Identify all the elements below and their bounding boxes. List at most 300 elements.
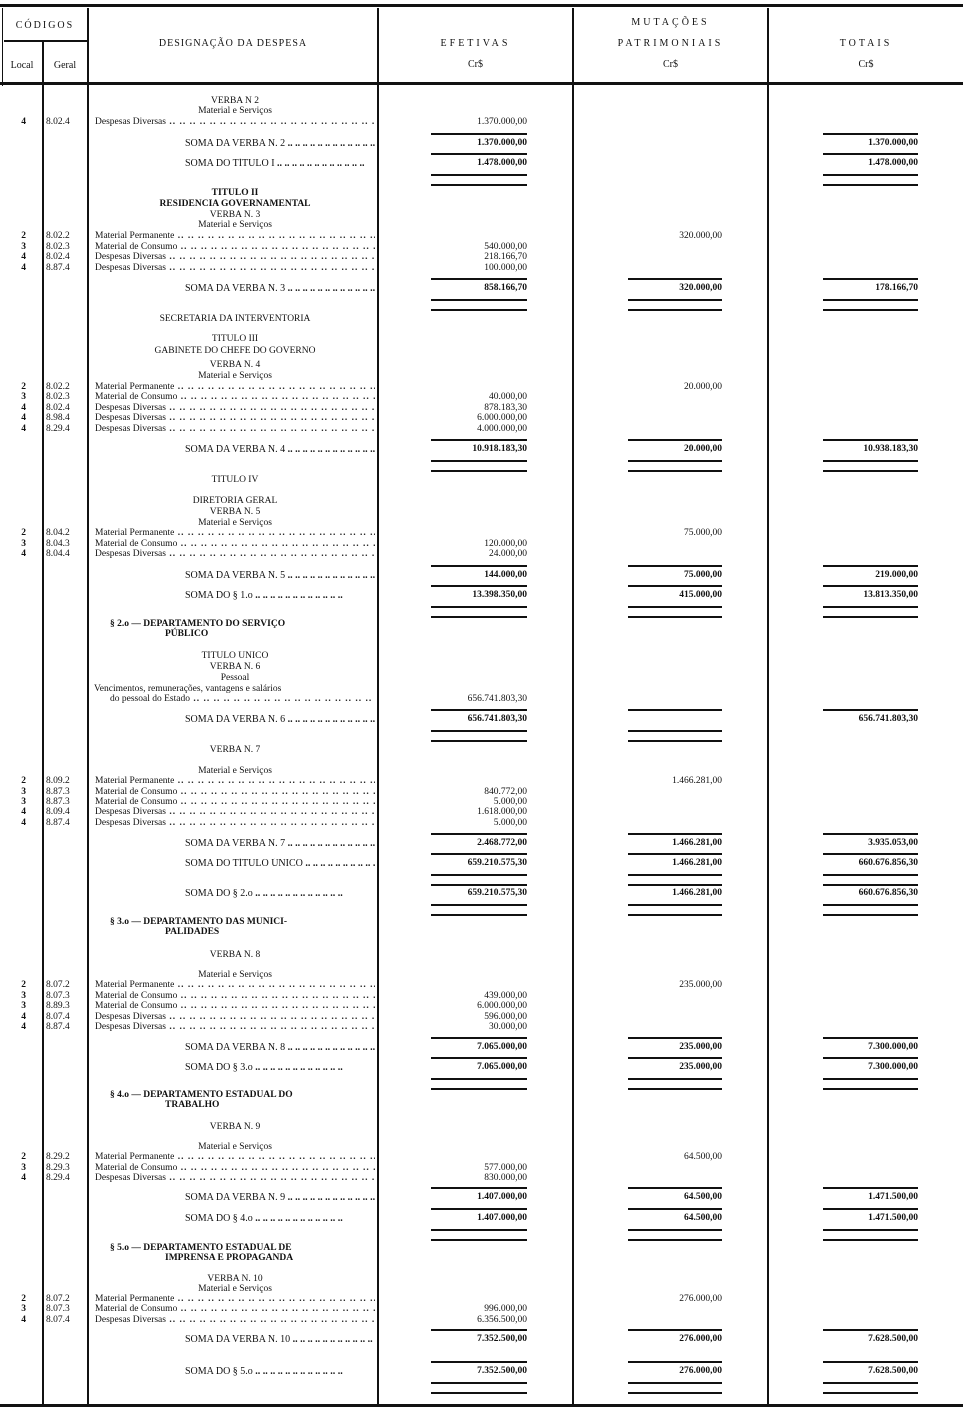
code-geral: 8.09.4 bbox=[46, 807, 70, 817]
closing-rule bbox=[628, 914, 722, 916]
code-geral: 8.87.3 bbox=[46, 787, 70, 797]
subtotal-label: SOMA DA VERBA N. 4 .. .. bbox=[185, 444, 375, 455]
expense-description: Material de Consumo .. .. bbox=[95, 242, 375, 253]
value-efetivas: 6.000.000,00 bbox=[477, 413, 527, 423]
section-heading: RESIDENCIA GOVERNAMENTAL bbox=[159, 199, 311, 209]
section-heading: Material e Serviços bbox=[198, 1142, 272, 1152]
value-totais: 10.938.183,30 bbox=[863, 444, 918, 454]
header-local: Local bbox=[10, 60, 34, 71]
codigos-divider bbox=[4, 40, 88, 42]
closing-rule bbox=[431, 1229, 527, 1231]
expense-description: Material de Consumo .. .. bbox=[95, 539, 375, 550]
subtotal-label: SOMA DA VERBA N. 6 .. .. bbox=[185, 714, 375, 725]
expense-description: Despesas Diversas .. .. bbox=[95, 252, 375, 263]
subtotal-rule bbox=[628, 1037, 722, 1039]
subtotal-row bbox=[0, 444, 963, 455]
code-local: 3 bbox=[21, 1163, 26, 1173]
value-efetivas: 40.000,00 bbox=[489, 392, 527, 402]
expense-description: Despesas Diversas .. .. bbox=[95, 1173, 375, 1184]
table-row bbox=[0, 1315, 963, 1326]
value-efetivas: 100.000,00 bbox=[484, 263, 527, 273]
section-heading: TÍTULO IV bbox=[211, 475, 259, 485]
subtotal-row bbox=[0, 838, 963, 849]
subtotal-rule bbox=[431, 585, 527, 587]
subtotal-rule bbox=[823, 1037, 918, 1039]
top-border bbox=[0, 4, 963, 7]
expense-description: Despesas Diversas .. .. bbox=[95, 549, 375, 560]
expense-description: Material de Consumo .. .. bbox=[95, 1304, 375, 1315]
value-efetivas: 7.352.500,00 bbox=[477, 1334, 527, 1344]
subtotal-label: SOMA DO § 4.o .. .. bbox=[185, 1213, 375, 1224]
table-row bbox=[0, 1304, 963, 1315]
closing-rule bbox=[823, 184, 918, 186]
subtotal-label: SOMA DA VERBA N. 3 .. .. bbox=[185, 283, 375, 294]
code-local: 4 bbox=[21, 1315, 26, 1325]
department-heading-row bbox=[0, 917, 963, 937]
table-row bbox=[0, 807, 963, 818]
department-heading-line2: IMPRENSA E PROPAGANDA bbox=[165, 1253, 294, 1263]
closing-rule bbox=[628, 1088, 722, 1090]
subtotal-rule bbox=[628, 585, 722, 587]
department-heading bbox=[110, 1243, 376, 1263]
subtotal-row bbox=[0, 1042, 963, 1053]
left-edge bbox=[2, 8, 3, 86]
value-efetivas: 1.478.000,00 bbox=[477, 158, 527, 168]
department-heading-row bbox=[0, 619, 963, 639]
value-mutacoes: 20.000,00 bbox=[684, 444, 722, 454]
subtotal-label: SOMA DA VERBA N. 2 .. .. bbox=[185, 138, 375, 149]
code-local: 4 bbox=[21, 424, 26, 434]
code-local: 3 bbox=[21, 1304, 26, 1314]
subtotal-row bbox=[0, 1334, 963, 1345]
value-efetivas: 656.741.803,30 bbox=[467, 714, 527, 724]
closing-rule bbox=[823, 1382, 918, 1384]
subtotal-rule bbox=[431, 1361, 527, 1363]
department-heading-row bbox=[0, 1090, 963, 1110]
subtotal-rule bbox=[431, 1037, 527, 1039]
closing-rule bbox=[431, 606, 527, 608]
code-geral: 8.87.4 bbox=[46, 1022, 70, 1032]
closing-rule bbox=[628, 1392, 722, 1394]
closing-rule bbox=[823, 616, 918, 618]
subtotal-rule bbox=[431, 278, 527, 280]
value-mutacoes: 75.000,00 bbox=[684, 570, 722, 580]
expense-description: Vencimentos, remunerações, vantagens e salários bbox=[94, 684, 282, 694]
value-mutacoes: 415.000,00 bbox=[679, 590, 722, 600]
code-geral: 8.29.2 bbox=[46, 1152, 70, 1162]
section-heading: VERBA N. 3 bbox=[209, 210, 261, 220]
heading-row bbox=[0, 334, 963, 345]
code-geral: 8.07.4 bbox=[46, 1315, 70, 1325]
expense-description: Despesas Diversas .. .. bbox=[95, 1315, 375, 1326]
section-heading: VERBA N. 9 bbox=[209, 1122, 261, 1132]
section-heading: Material e Serviços bbox=[198, 766, 272, 776]
expense-description: Despesas Diversas .. .. bbox=[95, 117, 375, 128]
closing-rule bbox=[628, 309, 722, 311]
subtotal-row bbox=[0, 138, 963, 149]
code-local: 3 bbox=[21, 539, 26, 549]
value-efetivas: 439.000,00 bbox=[484, 991, 527, 1001]
subtotal-row bbox=[0, 858, 963, 869]
section-heading: Material e Serviços bbox=[198, 220, 272, 230]
value-efetivas: 5.000,00 bbox=[493, 797, 527, 807]
subtotal-rule bbox=[823, 1329, 918, 1331]
code-geral: 8.02.4 bbox=[46, 117, 70, 127]
section-heading: VERBA N. 8 bbox=[209, 950, 261, 960]
code-local: 4 bbox=[21, 403, 26, 413]
value-mutacoes: 1.466.281,00 bbox=[672, 858, 722, 868]
closing-rule bbox=[823, 470, 918, 472]
code-local: 4 bbox=[21, 413, 26, 423]
department-heading-line1: § 2.o — DEPARTAMENTO DO SERVIÇO bbox=[110, 619, 286, 629]
closing-rule bbox=[628, 884, 722, 886]
code-local: 3 bbox=[21, 1001, 26, 1011]
heading-row bbox=[0, 346, 963, 357]
value-totais: 219.000,00 bbox=[875, 570, 918, 580]
heading-row bbox=[0, 475, 963, 486]
section-heading: VERBA N 2 bbox=[210, 96, 260, 106]
code-local: 3 bbox=[21, 392, 26, 402]
closing-rule bbox=[823, 1392, 918, 1394]
section-heading: Pessoal bbox=[220, 673, 250, 683]
value-mutacoes: 235.000,00 bbox=[679, 1062, 722, 1072]
expense-description: Despesas Diversas .. .. bbox=[95, 1012, 375, 1023]
value-efetivas: 7.065.000,00 bbox=[477, 1042, 527, 1052]
closing-rule bbox=[431, 904, 527, 906]
subtotal-rule bbox=[823, 1187, 918, 1189]
table-row bbox=[0, 1001, 963, 1012]
value-totais: 3.935.053,00 bbox=[868, 838, 918, 848]
heading-row bbox=[0, 1122, 963, 1133]
closing-rule bbox=[431, 1088, 527, 1090]
closing-rule bbox=[628, 299, 722, 301]
heading-row bbox=[0, 662, 963, 673]
heading-row bbox=[0, 673, 963, 684]
closing-rule bbox=[431, 470, 527, 472]
code-local: 2 bbox=[21, 776, 26, 786]
value-mutacoes: 1.466.281,00 bbox=[672, 888, 722, 898]
closing-rule bbox=[628, 616, 722, 618]
subtotal-rule bbox=[823, 1361, 918, 1363]
code-geral: 8.02.2 bbox=[46, 231, 70, 241]
header-geral: Geral bbox=[53, 60, 77, 71]
heading-row bbox=[0, 745, 963, 756]
heading-row bbox=[0, 314, 963, 325]
code-geral: 8.02.4 bbox=[46, 252, 70, 262]
code-geral: 8.07.4 bbox=[46, 1012, 70, 1022]
value-mutacoes: 320.000,00 bbox=[679, 283, 722, 293]
closing-rule bbox=[823, 1078, 918, 1080]
value-efetivas: 1.370.000,00 bbox=[477, 117, 527, 127]
code-local: 4 bbox=[21, 818, 26, 828]
code-local: 2 bbox=[21, 231, 26, 241]
closing-rule bbox=[431, 884, 527, 886]
subtotal-rule bbox=[628, 278, 722, 280]
subtotal-rule bbox=[431, 833, 527, 835]
value-efetivas: 858.166,70 bbox=[484, 283, 527, 293]
code-local: 3 bbox=[21, 797, 26, 807]
subtotal-rule bbox=[628, 1208, 722, 1210]
expense-description: Despesas Diversas .. .. bbox=[95, 413, 375, 424]
code-local: 4 bbox=[21, 263, 26, 273]
subtotal-label: SOMA DO TÍTULO I .. .. bbox=[185, 158, 375, 169]
closing-rule bbox=[628, 1239, 722, 1241]
closing-rule bbox=[431, 184, 527, 186]
closing-rule bbox=[823, 1088, 918, 1090]
expense-description: do pessoal do Estado .. .. bbox=[110, 694, 375, 705]
value-efetivas: 2.468.772,00 bbox=[477, 838, 527, 848]
closing-rule bbox=[628, 606, 722, 608]
value-totais: 1.471.500,00 bbox=[868, 1213, 918, 1223]
subtotal-row bbox=[0, 283, 963, 294]
value-efetivas: 996.000,00 bbox=[484, 1304, 527, 1314]
header-mutacoes-currency: Cr$ bbox=[663, 59, 678, 70]
closing-rule bbox=[628, 460, 722, 462]
code-geral: 8.07.3 bbox=[46, 1304, 70, 1314]
heading-row bbox=[0, 199, 963, 210]
closing-rule bbox=[628, 470, 722, 472]
code-geral: 8.04.3 bbox=[46, 539, 70, 549]
code-local: 2 bbox=[21, 980, 26, 990]
closing-rule bbox=[823, 1229, 918, 1231]
department-heading-line2: TRABALHO bbox=[165, 1100, 220, 1110]
expense-description: Material de Consumo .. .. bbox=[95, 1001, 375, 1012]
heading-row bbox=[0, 106, 963, 117]
expense-description: Despesas Diversas .. .. bbox=[95, 424, 375, 435]
value-efetivas: 10.918.183,30 bbox=[472, 444, 527, 454]
closing-rule bbox=[431, 1078, 527, 1080]
subtotal-label: SOMA DO § 3.o .. .. bbox=[185, 1062, 375, 1073]
heading-row bbox=[0, 950, 963, 961]
subtotal-label: SOMA DA VERBA N. 5 .. .. bbox=[185, 570, 375, 581]
code-geral: 8.89.3 bbox=[46, 1001, 70, 1011]
code-geral: 8.87.3 bbox=[46, 797, 70, 807]
closing-rule bbox=[628, 874, 722, 876]
value-efetivas: 1.618.000,00 bbox=[477, 807, 527, 817]
value-efetivas: 144.000,00 bbox=[484, 570, 527, 580]
subtotal-rule bbox=[628, 1329, 722, 1331]
closing-rule bbox=[823, 174, 918, 176]
section-heading: Material e Serviços bbox=[198, 1284, 272, 1294]
header-codigos: CÓDIGOS bbox=[15, 20, 75, 31]
value-totais: 1.478.000,00 bbox=[868, 158, 918, 168]
subtotal-rule bbox=[823, 585, 918, 587]
code-local: 3 bbox=[21, 242, 26, 252]
section-heading: TÍTULO ÚNICO bbox=[201, 651, 269, 661]
subtotal-label: SOMA DO TÍTULO ÚNICO .. .. bbox=[185, 858, 375, 869]
code-local: 4 bbox=[21, 117, 26, 127]
subtotal-rule bbox=[823, 153, 918, 155]
value-mutacoes: 64.500,00 bbox=[684, 1152, 722, 1162]
subtotal-row bbox=[0, 1366, 963, 1377]
value-efetivas: 4.000.000,00 bbox=[477, 424, 527, 434]
value-efetivas: 577.000,00 bbox=[484, 1163, 527, 1173]
value-efetivas: 13.398.350,00 bbox=[472, 590, 527, 600]
value-efetivas: 540.000,00 bbox=[484, 242, 527, 252]
closing-rule bbox=[431, 309, 527, 311]
closing-rule bbox=[823, 884, 918, 886]
table-row bbox=[0, 424, 963, 435]
header-totais-currency: Cr$ bbox=[858, 59, 874, 70]
subtotal-label: SOMA DO § 1.o .. .. bbox=[185, 590, 375, 601]
section-heading: TÍTULO III bbox=[211, 334, 259, 344]
code-geral: 8.87.4 bbox=[46, 818, 70, 828]
table-row bbox=[0, 1173, 963, 1184]
table-row bbox=[0, 818, 963, 829]
closing-rule bbox=[823, 460, 918, 462]
subtotal-rule bbox=[431, 709, 527, 711]
section-heading: VERBA N. 10 bbox=[207, 1274, 263, 1284]
subtotal-row bbox=[0, 888, 963, 899]
heading-row bbox=[0, 188, 963, 199]
value-mutacoes: 1.466.281,00 bbox=[672, 838, 722, 848]
expense-description: Material de Consumo .. .. bbox=[95, 787, 375, 798]
section-heading: Material e Serviços bbox=[198, 518, 272, 528]
closing-rule bbox=[628, 1382, 722, 1384]
closing-rule bbox=[431, 174, 527, 176]
value-efetivas: 24.000,00 bbox=[489, 549, 527, 559]
section-heading: Material e Serviços bbox=[198, 106, 272, 116]
code-geral: 8.87.4 bbox=[46, 263, 70, 273]
subtotal-rule bbox=[431, 1187, 527, 1189]
value-totais: 7.300.000,00 bbox=[868, 1042, 918, 1052]
header-efetivas-currency: Cr$ bbox=[468, 59, 483, 70]
value-totais: 1.471.500,00 bbox=[868, 1192, 918, 1202]
closing-rule bbox=[431, 740, 527, 742]
section-heading: GABINETE DO CHEFE DO GOVERNO bbox=[154, 346, 316, 356]
subtotal-row bbox=[0, 1062, 963, 1073]
value-efetivas: 659.210.575,30 bbox=[467, 858, 527, 868]
section-heading: SECRETARIA DA INTERVENTORIA bbox=[159, 314, 311, 324]
code-geral: 8.04.2 bbox=[46, 528, 70, 538]
closing-rule bbox=[823, 309, 918, 311]
expense-description: Material Permanente .. .. bbox=[95, 528, 375, 539]
value-totais: 7.628.500,00 bbox=[868, 1366, 918, 1376]
subtotal-rule bbox=[823, 439, 918, 441]
expense-description: Despesas Diversas .. .. bbox=[95, 1022, 375, 1033]
header-efetivas: EFETIVAS bbox=[440, 38, 511, 49]
table-row bbox=[0, 549, 963, 560]
value-mutacoes: 320.000,00 bbox=[679, 231, 722, 241]
department-heading bbox=[110, 917, 376, 937]
subtotal-rule bbox=[431, 1208, 527, 1210]
value-mutacoes: 276.000,00 bbox=[679, 1334, 722, 1344]
header-designacao: DESIGNAÇÃO DA DESPESA bbox=[158, 38, 308, 49]
value-totais: 13.813.350,00 bbox=[863, 590, 918, 600]
value-totais: 660.676.856,30 bbox=[858, 888, 918, 898]
value-mutacoes: 235.000,00 bbox=[679, 1042, 722, 1052]
value-mutacoes: 235.000,00 bbox=[679, 980, 722, 990]
subtotal-rule bbox=[823, 565, 918, 567]
table-row bbox=[0, 413, 963, 424]
subtotal-rule bbox=[431, 153, 527, 155]
subtotal-label: SOMA DO § 5.o .. .. bbox=[185, 1366, 375, 1377]
subtotal-rule bbox=[823, 278, 918, 280]
value-efetivas: 6.356.500,00 bbox=[477, 1315, 527, 1325]
value-efetivas: 830.000,00 bbox=[484, 1173, 527, 1183]
subtotal-rule bbox=[431, 133, 527, 135]
value-efetivas: 1.407.000,00 bbox=[477, 1213, 527, 1223]
table-row bbox=[0, 117, 963, 128]
subtotal-label: SOMA DO § 2.o .. .. bbox=[185, 888, 375, 899]
code-local: 4 bbox=[21, 807, 26, 817]
closing-rule bbox=[628, 740, 722, 742]
code-local: 4 bbox=[21, 1012, 26, 1022]
value-totais: 7.628.500,00 bbox=[868, 1334, 918, 1344]
closing-rule bbox=[431, 914, 527, 916]
closing-rule bbox=[431, 1382, 527, 1384]
department-heading bbox=[110, 619, 376, 639]
closing-rule bbox=[823, 874, 918, 876]
value-efetivas: 7.065.000,00 bbox=[477, 1062, 527, 1072]
value-mutacoes: 1.466.281,00 bbox=[672, 776, 722, 786]
department-heading-line1: § 3.o — DEPARTAMENTO DAS MUNICI- bbox=[110, 917, 288, 927]
code-local: 2 bbox=[21, 528, 26, 538]
closing-rule bbox=[431, 616, 527, 618]
heading-row bbox=[0, 220, 963, 231]
code-local: 2 bbox=[21, 382, 26, 392]
section-heading: VERBA N. 4 bbox=[209, 360, 261, 370]
value-efetivas: 120.000,00 bbox=[484, 539, 527, 549]
subtotal-rule bbox=[628, 1361, 722, 1363]
value-efetivas: 6.000.000,00 bbox=[477, 1001, 527, 1011]
closing-rule bbox=[431, 299, 527, 301]
expense-description: Material de Consumo .. .. bbox=[95, 797, 375, 808]
subtotal-rule bbox=[628, 565, 722, 567]
header-patrimoniais: PATRIMONIAIS bbox=[617, 38, 724, 49]
subtotal-rule bbox=[628, 709, 722, 711]
code-geral: 8.04.4 bbox=[46, 549, 70, 559]
subtotal-rule bbox=[823, 1057, 918, 1059]
department-heading-line2: PÚBLICO bbox=[165, 629, 209, 639]
subtotal-rule bbox=[431, 565, 527, 567]
expense-description: Material Permanente .. .. bbox=[95, 1294, 375, 1305]
code-geral: 8.02.3 bbox=[46, 392, 70, 402]
code-geral: 8.02.3 bbox=[46, 242, 70, 252]
value-efetivas: 1.370.000,00 bbox=[477, 138, 527, 148]
value-efetivas: 656.741.803,30 bbox=[467, 694, 527, 704]
header-bottom-border bbox=[0, 82, 963, 85]
subtotal-row bbox=[0, 570, 963, 581]
subtotal-rule bbox=[431, 853, 527, 855]
code-local: 4 bbox=[21, 252, 26, 262]
subtotal-rule bbox=[823, 709, 918, 711]
value-efetivas: 7.352.500,00 bbox=[477, 1366, 527, 1376]
closing-rule bbox=[431, 1392, 527, 1394]
section-heading: DIRETORIA GERAL bbox=[192, 496, 278, 506]
value-totais: 178.166,70 bbox=[875, 283, 918, 293]
closing-rule bbox=[628, 1078, 722, 1080]
bottom-border bbox=[0, 1404, 963, 1407]
heading-row bbox=[0, 371, 963, 382]
expense-description: Material Permanente .. .. bbox=[95, 980, 375, 991]
code-local: 2 bbox=[21, 1152, 26, 1162]
closing-rule bbox=[628, 904, 722, 906]
value-mutacoes: 276.000,00 bbox=[679, 1366, 722, 1376]
value-efetivas: 659.210.575,30 bbox=[467, 888, 527, 898]
closing-rule bbox=[431, 730, 527, 732]
section-heading: VERBA N. 6 bbox=[209, 662, 261, 672]
header-totais: TOTAIS bbox=[839, 38, 893, 49]
code-geral: 8.02.2 bbox=[46, 382, 70, 392]
department-heading-row bbox=[0, 1243, 963, 1263]
subtotal-rule bbox=[628, 439, 722, 441]
subtotal-row bbox=[0, 714, 963, 725]
value-mutacoes: 20.000,00 bbox=[684, 382, 722, 392]
section-heading: TÍTULO II bbox=[211, 188, 259, 198]
expense-description: Material Permanente .. .. bbox=[95, 1152, 375, 1163]
table-row bbox=[0, 776, 963, 787]
